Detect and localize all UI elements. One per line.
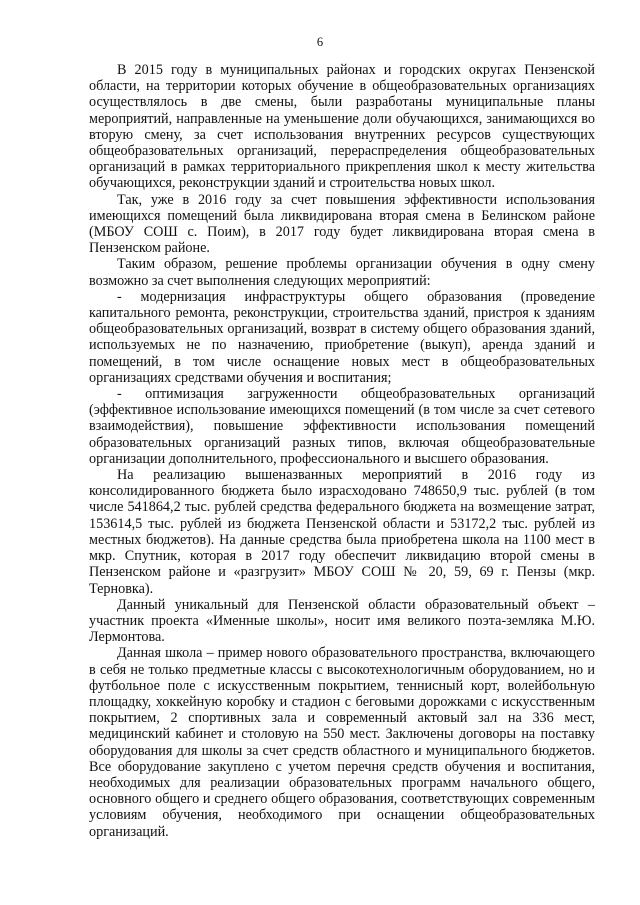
document-body xyxy=(89,62,595,840)
list-item-load-optimization: - оптимизация загруженности общеобразовательных организаций (эффективное использование имеющихся помещений (в том числе за счет сетевого взаимодействия), повышение эффективности использования помещений образовательных организаций разных типов, включая общеобразовательные организации дополнительного, профессионального и высшего образования. xyxy=(89,386,595,467)
paragraph-measures-intro: Таким образом, решение проблемы организации обучения в одну смену возможно за счет выполнения следующих мероприятий: xyxy=(89,256,595,289)
list-item-infrastructure-modernization: - модернизация инфраструктуры общего образования (проведение капитального ремонта, реконструкции, строительства зданий, пристроя к зданиям общеобразовательных организаций, возврат в систему общего образования зданий, используемых не по назначению, приобретение (выкуп), аренда зданий и помещений, в том числе оснащение новых мест в общеобразовательных организациях средствами обучения и воспитания; xyxy=(89,288,595,386)
paragraph-second-shift-plans: В 2015 году в муниципальных районах и городских округах Пензенской области, на территории которых обучение в общеобразовательных организациях осуществлялось в две смены, были разработаны муниципальные планы мероприятий, направленные на уменьшение доли обучающихся, занимающихся во вторую смену, за счет использования внутренних ресурсов существующих общеобразовательных организаций, перераспределения общеобразовательных организаций в рамках территориального прикрепления школ к месту жительства обучающихся, реконструкции зданий и строительства новых школ. xyxy=(89,62,595,192)
paragraph-budget-spending: На реализацию вышеназванных мероприятий в 2016 году из консолидированного бюджета было израсходовано 748650,9 тыс. рублей (в том числе 541864,2 тыс. рублей средства федерального бюджета на возмещение затрат, 153614,5 тыс. рублей из бюджета Пензенской области и 53172,2 тыс. рублей из местных бюджетов). На данные средства была приобретена школа на 1100 мест в мкр. Спутник, которая в 2017 году обеспечит ликвидацию второй смены в Пензенском районе и «разгрузит» МБОУ СОШ № 20, 59, 69 г. Пензы (мкр. Терновка). xyxy=(89,467,595,597)
paragraph-named-schools-project: Данный уникальный для Пензенской области образовательный объект – участник проекта «Именные школы», носит имя великого поэта-земляка М.Ю. Лермонтова. xyxy=(89,596,595,646)
page-number: 6 xyxy=(316,35,324,49)
paragraph-belinsky-district: Так, уже в 2016 году за счет повышения эффективности использования имеющихся помещений была ликвидирована вторая смена в Белинском районе (МБОУ СОШ с. Поим), в 2017 году будет ликвидирована вторая смена в Пензенском районе. xyxy=(89,191,595,257)
paragraph-school-description: Данная школа – пример нового образовательного пространства, включающего в себя не только предметные классы с высокотехнологичным оборудованием, но и футбольное поле с искусственным покрытием, теннисный корт, волейбольную площадку, хоккейную коробку и стадион с беговыми дорожками с искусственным покрытием, 2 спортивных зала и современный актовый зал на 336 мест, медицинский кабинет и столовую на 550 мест. Заключены договоры на поставку оборудования для школы за счет средств областного и муниципального бюджетов. Все оборудование закуплено с учетом перечня средств обучения и воспитания, необходимых для реализации образовательных программ начального общего, основного общего и среднего общего образования, соответствующих современным условиям обучения, необходимого при оснащении общеобразовательных организаций. xyxy=(89,645,595,840)
